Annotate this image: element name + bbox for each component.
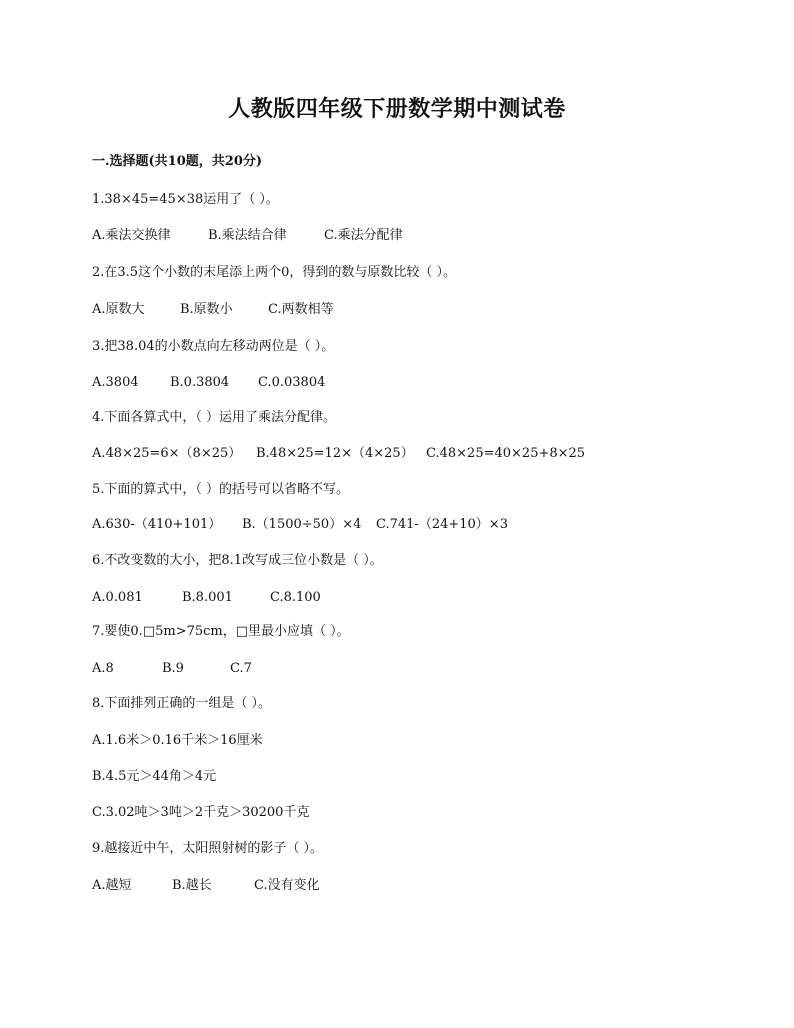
question-3-options — [92, 375, 325, 391]
page-title: 人教版四年级下册数学期中测试卷 — [228, 96, 566, 122]
question-1-option-c: C.乘法分配律 — [324, 228, 403, 243]
question-9-option-a: A.越短 — [92, 878, 132, 893]
question-8-option-c: C.3.02吨＞3吨＞2千克＞30200千克 — [92, 805, 310, 820]
section-heading: 一.选择题(共10题，共20分) — [92, 154, 263, 169]
question-7-options — [92, 661, 252, 677]
question-4-stem: 4.下面各算式中，（ ）运用了乘法分配律。 — [92, 410, 337, 425]
question-9-option-b: B.越长 — [172, 878, 212, 893]
question-5-stem: 5.下面的算式中，（ ）的括号可以省略不写。 — [92, 482, 350, 497]
question-4-option-a: A.48×25=6×（8×25） — [92, 446, 242, 461]
question-9-option-c: C.没有变化 — [254, 878, 320, 893]
question-1-stem: 1.38×45=45×38运用了（ ）。 — [92, 192, 279, 207]
question-3-option-c: C.0.03804 — [258, 375, 326, 390]
question-8-stem: 8.下面排列正确的一组是（ ）。 — [92, 696, 272, 711]
question-3-option-a: A.3804 — [92, 375, 139, 390]
question-5-option-a: A.630-（410+101） — [92, 517, 222, 532]
question-5-option-c: C.741-（24+10）×3 — [376, 517, 508, 532]
question-6-stem: 6.不改变数的大小，把8.1改写成三位小数是（ ）。 — [92, 553, 383, 568]
question-4-options — [92, 446, 585, 462]
question-1-options — [92, 228, 403, 244]
question-7-option-c: C.7 — [230, 661, 252, 676]
question-7-option-b: B.9 — [162, 661, 184, 676]
question-9-stem: 9.越接近中午，太阳照射树的影子（ ）。 — [92, 841, 324, 856]
question-2-option-c: C.两数相等 — [268, 302, 334, 317]
question-9-options — [92, 878, 320, 894]
question-4-option-b: B.48×25=12×（4×25） — [256, 446, 414, 461]
question-2-option-b: B.原数小 — [180, 302, 233, 317]
question-8-option-a: A.1.6米＞0.16千米＞16厘米 — [92, 733, 263, 748]
question-7-stem: 7.要使0.□5m>75cm，□里最小应填（ ）。 — [92, 624, 350, 639]
question-2-option-a: A.原数大 — [92, 302, 145, 317]
question-6-options — [92, 590, 321, 606]
question-7-option-a: A.8 — [92, 661, 114, 676]
question-4-option-c: C.48×25=40×25+8×25 — [426, 446, 586, 461]
question-8-option-b: B.4.5元＞44角＞4元 — [92, 769, 217, 784]
question-2-stem: 2.在3.5这个小数的末尾添上两个0，得到的数与原数比较（ ）。 — [92, 265, 456, 280]
question-2-options — [92, 302, 334, 318]
question-3-option-b: B.0.3804 — [170, 375, 230, 390]
question-5-option-b: B.（1500÷50）×4 — [242, 517, 362, 532]
question-6-option-c: C.8.100 — [270, 590, 321, 605]
question-1-option-b: B.乘法结合律 — [208, 228, 287, 243]
question-3-stem: 3.把38.04的小数点向左移动两位是（ ）。 — [92, 339, 335, 354]
question-1-option-a: A.乘法交换律 — [92, 228, 171, 243]
question-6-option-a: A.0.081 — [92, 590, 143, 605]
question-5-options — [92, 517, 508, 533]
question-6-option-b: B.8.001 — [182, 590, 233, 605]
